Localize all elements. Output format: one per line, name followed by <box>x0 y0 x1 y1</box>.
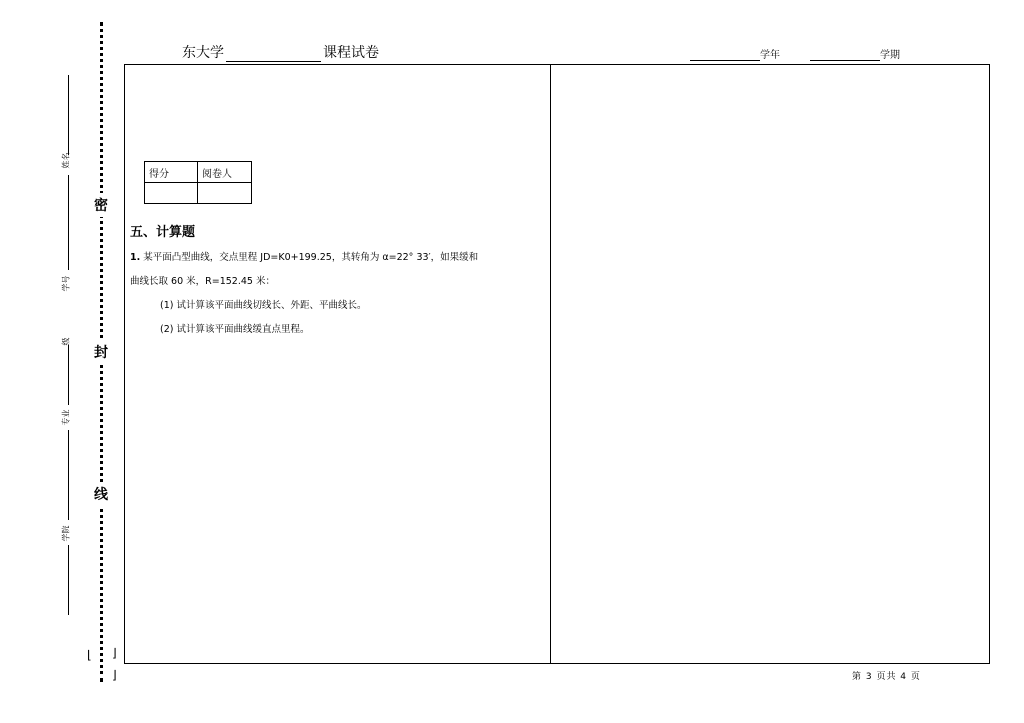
corner-mark-right: ⌋ <box>112 646 117 660</box>
student-id-label: 学号 <box>61 275 71 292</box>
question-text-1: 某平面凸型曲线，交点里程 JD=K0+199.25，其转角为 α=22° 33′，如果缓和 <box>143 252 479 263</box>
section-title: 五、计算题 <box>130 225 196 240</box>
page-footer: 第 3 页共 4 页 <box>852 672 921 682</box>
corner-mark-left: ⌊ <box>87 648 92 662</box>
seal-char-mi: 密 <box>94 193 108 217</box>
major-line <box>68 430 69 520</box>
class-line <box>68 345 69 405</box>
name-line <box>68 75 69 155</box>
exam-title: 课程试卷 <box>323 45 379 61</box>
answer-frame <box>124 64 990 664</box>
year-blank <box>690 49 760 61</box>
school-name: 东大学 <box>182 45 224 61</box>
column-divider <box>550 64 551 664</box>
college-label: 学院 <box>61 525 71 542</box>
grader-header: 阅卷人 <box>198 162 252 183</box>
question-line-2: 曲线长取 60 米，R=152.45 米： <box>130 276 275 287</box>
question-number: 1. <box>130 252 141 263</box>
seal-char-feng: 封 <box>94 340 108 364</box>
class-label: 级 <box>61 337 71 346</box>
question-line-1 <box>130 249 478 263</box>
term-info <box>690 46 900 61</box>
major-label: 专业 <box>61 409 71 426</box>
college-line <box>68 545 69 615</box>
student-id-line <box>68 175 69 270</box>
subquestion-1: (1) 试计算该平面曲线切线长、外距、平曲线长。 <box>160 300 367 311</box>
course-blank <box>226 47 321 62</box>
seal-char-xian: 线 <box>94 482 108 506</box>
year-label: 学年 <box>760 50 780 61</box>
term-blank <box>810 49 880 61</box>
grader-cell[interactable] <box>198 183 252 204</box>
score-table <box>144 161 252 204</box>
score-cell[interactable] <box>145 183 198 204</box>
subquestion-2: (2) 试计算该平面曲线缓直点里程。 <box>160 324 310 335</box>
score-header: 得分 <box>145 162 198 183</box>
term-label: 学期 <box>880 50 900 61</box>
exam-header-title <box>182 42 379 62</box>
name-label: 姓名 <box>61 152 71 169</box>
corner-mark-bottom: ⌋ <box>112 668 117 682</box>
